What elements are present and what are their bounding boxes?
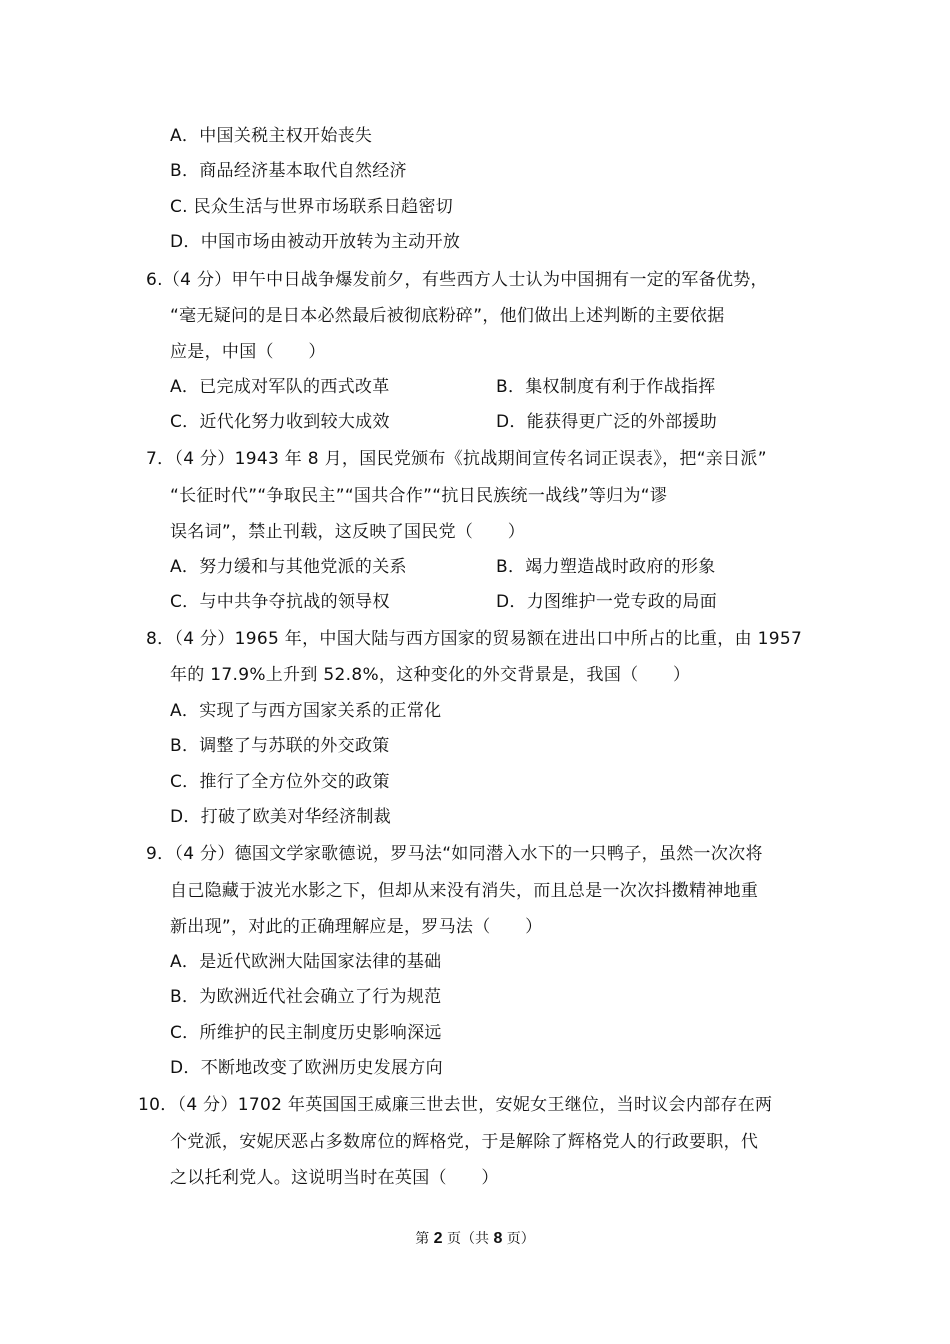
q10-stem-line-2: 个党派，安妮厌恶占多数席位的辉格党，于是解除了辉格党人的行政要职，代 [170,1132,759,1152]
footer-prefix: 第 [415,1231,434,1247]
footer-suffix: 页） [502,1231,535,1247]
q9-stem-line-1: 9．（4 分）德国文学家歌德说，罗马法“如同潜入水下的一只鸭子，虽然一次次将 [146,844,763,864]
q8-option-b: B．调整了与苏联的外交政策 [170,736,390,756]
q7-option-d: D．力图维护一党专政的局面 [496,592,717,612]
footer-page-number: 2 [433,1230,443,1247]
q9-option-b: B．为欧洲近代社会确立了行为规范 [170,987,442,1007]
q8-option-d: D．打破了欧美对华经济制裁 [170,807,391,827]
q10-stem-line-1: 10．（4 分）1702 年英国国王威廉三世去世，安妮女王继位，当时议会内部存在两 [138,1095,773,1115]
q8-option-a: A．实现了与西方国家关系的正常化 [170,701,442,721]
q9-option-d: D．不断地改变了欧洲历史发展方向 [170,1058,443,1078]
q6-option-b: B．集权制度有利于作战指挥 [496,377,716,397]
q8-stem-line-1: 8．（4 分）1965 年，中国大陆与西方国家的贸易额在进出口中所占的比重，由 1957 [146,629,803,649]
q10-stem-line-3: 之以托利党人。这说明当时在英国（ ） [170,1168,499,1188]
q9-option-c: C．所维护的民主制度历史影响深远 [170,1023,442,1043]
footer-middle: 页（共 [442,1231,494,1247]
q7-option-c: C．与中共争夺抗战的领导权 [170,592,390,612]
q7-stem-line-1: 7．（4 分）1943 年 8 月，国民党颁布《抗战期间宣传名词正误表》，把“亲日派” [146,449,767,469]
q6-option-d: D．能获得更广泛的外部援助 [496,412,717,432]
q9-stem-line-2: 自己隐藏于波光水影之下，但却从来没有消失，而且总是一次次抖擞精神地重 [170,881,759,901]
q7-option-b: B．竭力塑造战时政府的形象 [496,557,716,577]
q6-stem-line-2: “毫无疑问的是日本必然最后被彻底粉碎”，他们做出上述判断的主要依据 [170,306,725,326]
q6-option-a: A．已完成对军队的西式改革 [170,377,390,397]
footer-total-pages: 8 [493,1230,503,1247]
q8-option-c: C．推行了全方位外交的政策 [170,772,390,792]
q6-option-c: C．近代化努力收到较大成效 [170,412,390,432]
q5-option-a: A．中国关税主权开始丧失 [170,126,373,146]
page-footer [0,1228,950,1248]
q5-option-c: C. 民众生活与世界市场联系日趋密切 [170,197,454,217]
q7-stem-line-2: “长征时代”“争取民主”“国共合作”“抗日民族统一战线”等归为“谬 [170,486,668,506]
q5-option-b: B．商品经济基本取代自然经济 [170,161,407,181]
q5-option-d: D．中国市场由被动开放转为主动开放 [170,232,461,252]
q8-stem-line-2: 年的 17.9%上升到 52.8%，这种变化的外交背景是，我国（ ） [170,665,691,685]
q7-stem-line-3: 误名词”，禁止刊载，这反映了国民党（ ） [170,522,526,542]
q6-stem-line-1: 6.（4 分）甲午中日战争爆发前夕，有些西方人士认为中国拥有一定的军备优势， [146,270,768,290]
q6-stem-line-3: 应是，中国（ ） [170,342,326,362]
q9-option-a: A．是近代欧洲大陆国家法律的基础 [170,952,442,972]
q9-stem-line-3: 新出现”，对此的正确理解应是，罗马法（ ） [170,917,543,937]
q7-option-a: A．努力缓和与其他党派的关系 [170,557,407,577]
